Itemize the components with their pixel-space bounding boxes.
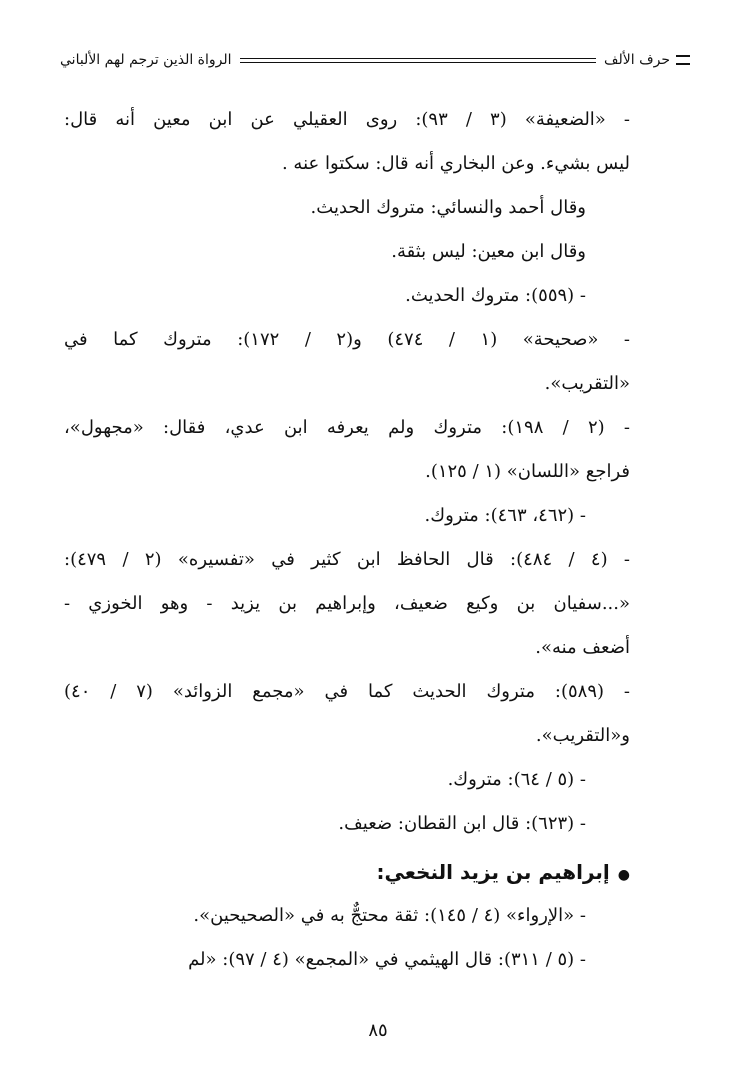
header-ornament <box>676 55 690 65</box>
entry-heading <box>64 850 630 894</box>
page-number: ٨٥ <box>368 1020 388 1041</box>
text-line: - «الإرواء» (٤ / ١٤٥): ثقة محتجٌّ به في «الصحيحين». <box>193 905 586 926</box>
text-line: أضعف منه». <box>535 637 630 658</box>
text-line: - (٥٨٩): متروك الحديث كما في «مجمع الزوائد» (٧ / ٤٠) <box>64 681 630 702</box>
text-line: - «صحيحة» (١ / ٤٧٤) و(٢ / ١٧٢): متروك كما في <box>64 329 630 350</box>
text-line: - (٢ / ١٩٨): متروك ولم يعرفه ابن عدي، فقال: «مجهول»، <box>64 417 630 438</box>
text-line: «التقريب». <box>544 373 630 394</box>
text-line: - «الضعيفة» (٣ / ٩٣): روى العقيلي عن ابن معين أنه قال: <box>64 109 630 130</box>
text-line: ليس بشيء. وعن البخاري أنه قال: سكتوا عنه . <box>281 153 630 174</box>
text-line: - (٤ / ٤٨٤): قال الحافظ ابن كثير في «تفسيره» (٢ / ٤٧٩): <box>64 549 630 570</box>
header-rule <box>240 58 596 63</box>
text-line: - (٥ / ٣١١): قال الهيثمي في «المجمع» (٤ / ٩٧): «لم <box>188 949 586 970</box>
bullet-icon: ● <box>617 867 630 883</box>
text-line: فراجع «اللسان» (١ / ١٢٥). <box>425 461 630 482</box>
entry-heading-text: إبراهيم بن يزيد النخعي: <box>376 860 610 884</box>
page-body <box>64 98 630 982</box>
text-line: - (٥٥٩): متروك الحديث. <box>405 285 586 306</box>
text-line: و«التقريب». <box>535 725 630 746</box>
text-line: وقال أحمد والنسائي: متروك الحديث. <box>310 197 586 218</box>
text-line: وقال ابن معين: ليس بثقة. <box>391 241 586 262</box>
header-section: حرف الألف <box>604 52 670 68</box>
running-header <box>60 40 690 80</box>
header-book-title: الرواة الذين ترجم لهم الألباني <box>60 52 232 68</box>
text-line: - (٥ / ٦٤): متروك. <box>447 769 586 790</box>
text-line: - (٤٦٢، ٤٦٣): متروك. <box>424 505 586 526</box>
text-line: - (٦٢٣): قال ابن القطان: ضعيف. <box>338 813 586 834</box>
text-line: «...سفيان بن وكيع ضعيف، وإبراهيم بن يزيد - وهو الخوزي - <box>64 593 630 614</box>
